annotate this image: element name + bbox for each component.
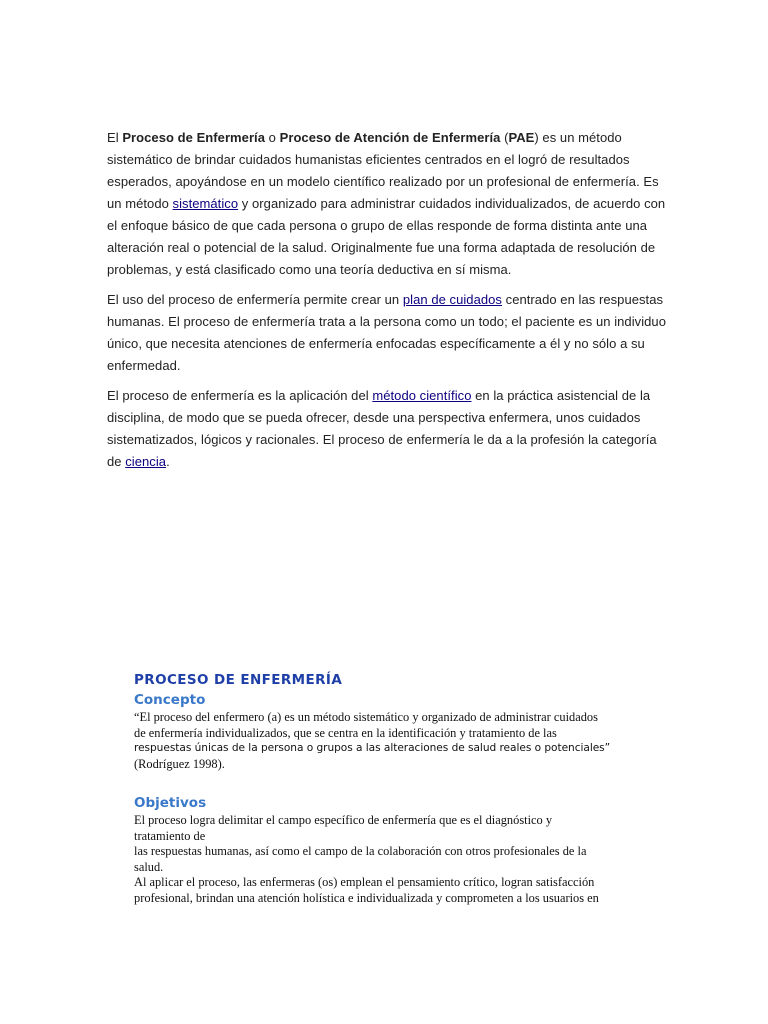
paragraph-1 [107, 127, 667, 281]
objective-line: Al aplicar el proceso, las enfermeras (os) emplean el pensamiento crítico, logran satisfacción [134, 875, 595, 889]
paragraph-3 [107, 385, 667, 473]
objective-line: El proceso logra delimitar el campo específico de enfermería que es el diagnóstico y [134, 813, 553, 827]
objective-line: profesional, brindan una atención holística e individualizada y comprometen a los usuarios en [134, 890, 599, 905]
link-plan-de-cuidados[interactable]: plan de cuidados [402, 292, 502, 307]
text: en la práctica asistencial de la disciplina, de modo que se pueda ofrecer, desde una perspectiva enfermera, unos cuidados sistematizados, lógicos y racionales. El proceso de enfermería le da a la profesión la categoría de [107, 388, 657, 469]
bold-term-proceso-enfermeria: Proceso de Enfermería [122, 130, 265, 145]
text: El uso del proceso de enfermería permite crear un [107, 292, 403, 307]
concept-line: (Rodríguez 1998). [134, 756, 225, 771]
link-ciencia[interactable]: ciencia [125, 454, 167, 469]
link-metodo-cientifico[interactable]: método científico [372, 388, 472, 403]
paragraph-2 [107, 289, 667, 377]
objectives-heading: Objetivos [134, 795, 207, 811]
text: centrado en las respuestas humanas. El proceso de enfermería trata a la persona como un todo; el paciente es un individuo único, que necesita atenciones de enfermería enfocadas específicamente a él y no sólo a su enfermedad. [107, 292, 666, 373]
bold-term-proceso-atencion: Proceso de Atención de Enfermería [279, 130, 501, 145]
text: o [265, 130, 280, 145]
objective-line: salud. [134, 859, 164, 874]
concept-line: de enfermería individualizados, que se centra en la identificación y tratamiento de las [134, 725, 557, 740]
text: El [107, 130, 123, 145]
text: ( [500, 130, 509, 145]
text: . [166, 454, 170, 469]
spacer [134, 772, 654, 793]
concept-heading: Concepto [134, 692, 206, 708]
text: ) es un método sistemático de brindar cuidados humanistas eficientes centrados en el logró de resultados esperados, apoyándose en un modelo científico realizado por un profesional de enfermería. Es un método [107, 130, 659, 211]
concept-line: respuestas únicas de la persona o grupos a las alteraciones de salud reales o potenciales” [134, 742, 611, 754]
scanned-excerpt [134, 670, 654, 906]
concept-line: “El proceso del enfermero (a) es un método sistemático y organizado de administrar cuidados [134, 710, 598, 724]
bold-term-pae: PAE [508, 130, 535, 145]
text: El proceso de enfermería es la aplicación del [107, 388, 373, 403]
article-body [107, 127, 667, 480]
objective-line: tratamiento de [134, 828, 206, 843]
scan-heading: PROCESO DE ENFERMERÍA [134, 672, 343, 688]
objective-line: las respuestas humanas, así como el campo de la colaboración con otros profesionales de la [134, 844, 587, 858]
link-sistematico[interactable]: sistemático [172, 196, 239, 211]
text: y organizado para administrar cuidados individualizados, de acuerdo con el enfoque básico de que cada persona o grupo de ellas responde de forma distinta ante una alteración real o potencial de la salud. Originalmente fue una forma adaptada de resolución de problemas, y está clasificado como una teoría deductiva en sí misma. [107, 196, 666, 277]
